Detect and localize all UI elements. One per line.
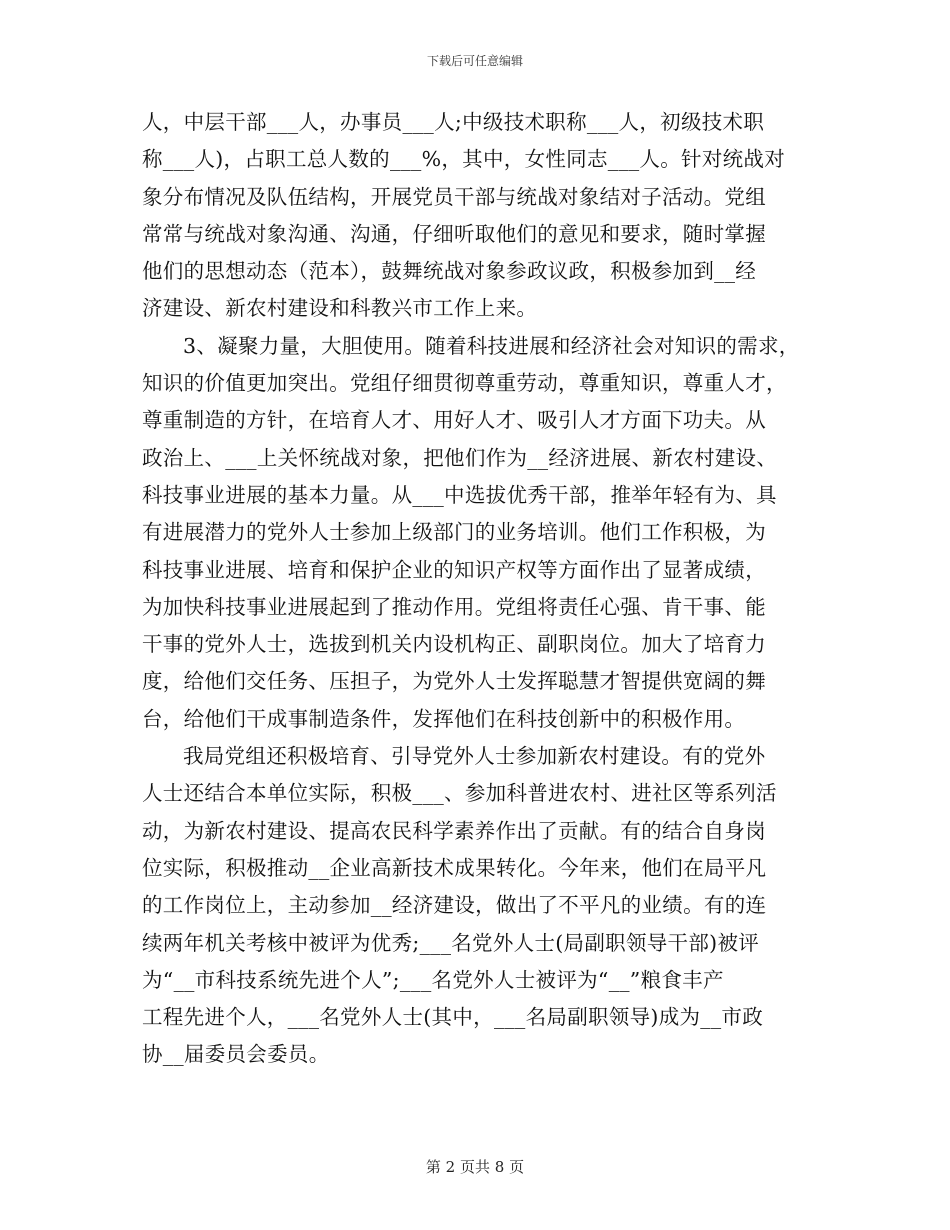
- text-line: 协__届委员会委员。: [142, 1042, 330, 1067]
- document-body: [142, 104, 822, 1074]
- text-line: 科技事业进展的基本力量。从___中选拔优秀干部，推举年轻有为、具: [142, 482, 777, 507]
- page-header: 下载后可任意编辑: [426, 54, 523, 68]
- text-line: 济建设、新农村建设和科教兴市工作上来。: [142, 296, 538, 321]
- text-line: 为“__市科技系统先进个人”;___名党外人士被评为“__”粮食丰产: [142, 967, 724, 992]
- text-line: 3、凝聚力量，大胆使用。随着科技进展和经济社会对知识的需求，: [183, 333, 800, 358]
- page-footer: 第 2 页共 8 页: [425, 1158, 525, 1176]
- text-line: 的工作岗位上，主动参加__经济建设，做出了不平凡的业绩。有的连: [142, 893, 767, 918]
- text-line: 位实际，积极推动__企业高新技术成果转化。今年来，他们在局平凡: [142, 855, 767, 880]
- text-line: 人，中层干部___人，办事员___人;中级技术职称___人，初级技术职: [142, 110, 765, 134]
- text-line: 象分布情况及队伍结构，开展党员干部与统战对象结对子活动。党组: [142, 184, 766, 209]
- text-line: 常常与统战对象沟通、沟通，仔细听取他们的意见和要求，随时掌握: [142, 221, 766, 246]
- text-line: 科技事业进展、培育和保护企业的知识产权等方面作出了显著成绩，: [142, 557, 766, 582]
- text-line: 有进展潜力的党外人士参加上级部门的业务培训。他们工作积极，为: [142, 520, 766, 545]
- text-line: 政治上、___上关怀统战对象，把他们作为__经济进展、新农村建设、: [142, 445, 778, 470]
- text-line: 尊重制造的方针，在培育人才、用好人才、吸引人才方面下功夫。从: [142, 408, 766, 433]
- text-line: 续两年机关考核中被评为优秀;___名党外人士(局副职领导干部)被评: [142, 930, 760, 955]
- text-line: 他们的思想动态（范本），鼓舞统战对象参政议政，积极参加到__经: [142, 259, 757, 284]
- text-line: 动，为新农村建设、提高农民科学素养作出了贡献。有的结合自身岗: [142, 818, 766, 843]
- text-line: 台，给他们干成事制造条件，发挥他们在科技创新中的积极作用。: [142, 706, 746, 731]
- text-line: 度，给他们交任务、压担子，为党外人士发挥聪慧才智提供宽阔的舞: [142, 669, 766, 694]
- text-line: 干事的党外人士，选拔到机关内设机构正、副职岗位。加大了培育力: [142, 632, 766, 657]
- text-line: 工程先进个人，___名党外人士(其中，___名局副职领导)成为__市政: [142, 1005, 763, 1030]
- text-line: 称___人)，占职工总人数的___%，其中，女性同志___人。针对统战对: [142, 147, 786, 172]
- text-line: 知识的价值更加突出。党组仔细贯彻尊重劳动，尊重知识，尊重人才，: [142, 371, 787, 396]
- text-line: 人士还结合本单位实际，积极___、参加科普进农村、进社区等系列活: [142, 781, 777, 806]
- text-line: 为加快科技事业进展起到了推动作用。党组将责任心强、肯干事、能: [142, 594, 766, 619]
- text-line: 我局党组还积极培育、引导党外人士参加新农村建设。有的党外: [183, 744, 766, 769]
